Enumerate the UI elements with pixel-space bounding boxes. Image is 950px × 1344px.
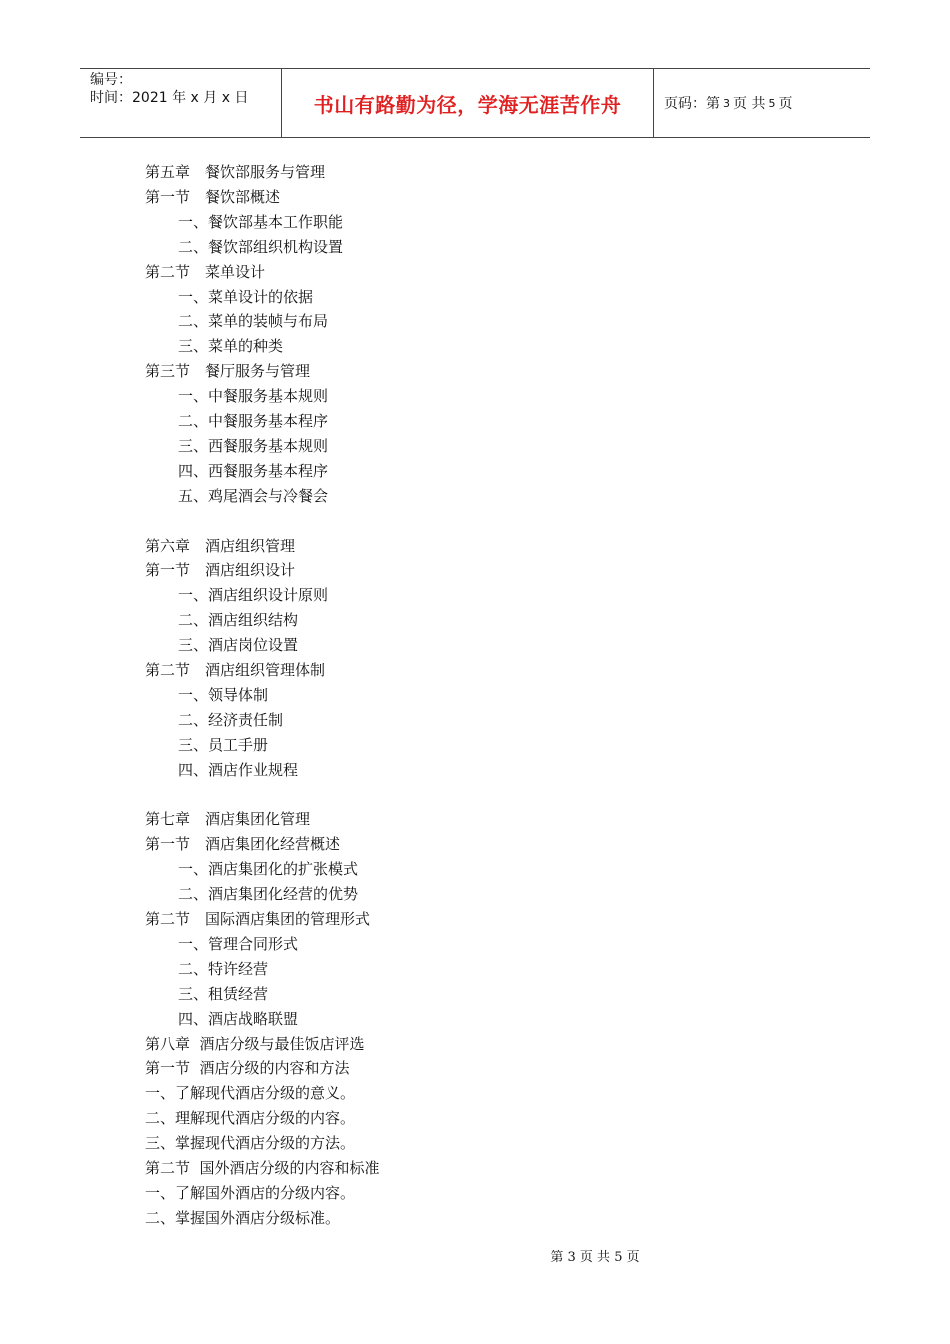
toc-item: 三、西餐服务基本规则: [178, 436, 329, 455]
toc-section: 第二节 酒店组织管理体制: [145, 661, 326, 679]
toc-section: 第一节 酒店分级的内容和方法: [145, 1059, 350, 1078]
header-motto: 书山有路勤为径，学海无涯苦作舟: [282, 69, 654, 137]
toc-item: 二、特许经营: [178, 959, 269, 978]
toc-item: 三、员工手册: [178, 735, 269, 754]
toc-item: 三、酒店岗位设置: [178, 636, 299, 655]
toc-item: 一、管理合同形式: [178, 934, 299, 953]
page-suffix: 页: [778, 96, 793, 112]
toc-plain: 一、了解现代酒店分级的意义。: [145, 1084, 356, 1103]
toc-item: 四、酒店作业规程: [178, 760, 299, 779]
toc-plain: 三、掌握现代酒店分级的方法。: [145, 1134, 356, 1153]
page-total: 5: [768, 96, 776, 110]
toc-item: 三、菜单的种类: [178, 337, 284, 356]
toc-item: 二、中餐服务基本程序: [178, 412, 329, 430]
toc-chapter: 第六章 酒店组织管理: [145, 536, 296, 555]
toc-item: 一、菜单设计的依据: [178, 287, 314, 306]
toc-chapter: 第七章 酒店集团化管理: [145, 810, 311, 829]
toc-item: 四、酒店战略联盟: [178, 1009, 299, 1028]
number-label: 编号：: [90, 72, 132, 88]
toc-section: 第三节 餐厅服务与管理: [145, 362, 311, 381]
toc-item: 五、鸡尾酒会与冷餐会: [178, 486, 329, 505]
toc-item: 二、餐饮部组织机构设置: [178, 237, 344, 256]
toc-chapter: 第五章 餐饮部服务与管理: [145, 163, 326, 181]
toc-item: 二、酒店组织结构: [178, 611, 299, 630]
toc-plain: 二、掌握国外酒店分级标准。: [145, 1208, 341, 1227]
toc-item: 四、西餐服务基本程序: [178, 461, 329, 480]
toc-item: 二、酒店集团化经营的优势: [178, 885, 359, 904]
toc-item: 一、中餐服务基本规则: [178, 387, 329, 406]
toc-section: 第一节 酒店组织设计: [145, 561, 296, 580]
header-page-info: [654, 69, 870, 137]
toc-plain: 二、理解现代酒店分级的内容。: [145, 1109, 356, 1128]
page-header: [80, 68, 870, 138]
page-prefix: 页码：第: [664, 96, 720, 112]
toc-section: 第二节 国际酒店集团的管理形式: [145, 910, 371, 928]
toc-item: 三、租赁经营: [178, 984, 269, 1003]
toc-item: 一、领导体制: [178, 685, 269, 704]
toc-section: 第一节 餐饮部概述: [145, 187, 281, 206]
toc-section: 第一节 酒店集团化经营概述: [145, 835, 341, 854]
toc-section: 第二节 菜单设计: [145, 262, 266, 281]
header-meta: [80, 69, 282, 137]
toc-item: 二、菜单的装帧与布局: [178, 312, 329, 331]
time-label: 时间：2021 年 x 月 x 日: [90, 90, 249, 106]
toc-plain: 一、了解国外酒店的分级内容。: [145, 1183, 356, 1202]
toc-item: 二、经济责任制: [178, 710, 284, 729]
page-mid: 页 共: [733, 96, 766, 112]
toc-item: 一、酒店集团化的扩张模式: [178, 860, 359, 879]
toc-item: 一、餐饮部基本工作职能: [178, 212, 344, 231]
toc-chapter: 第八章 酒店分级与最佳饭店评选: [145, 1034, 365, 1053]
toc-section: 第二节 国外酒店分级的内容和标准: [145, 1159, 380, 1177]
page-footer: 第 3 页 共 5 页: [550, 1250, 640, 1265]
page-current: 3: [723, 96, 730, 110]
toc-item: 一、酒店组织设计原则: [178, 586, 329, 605]
